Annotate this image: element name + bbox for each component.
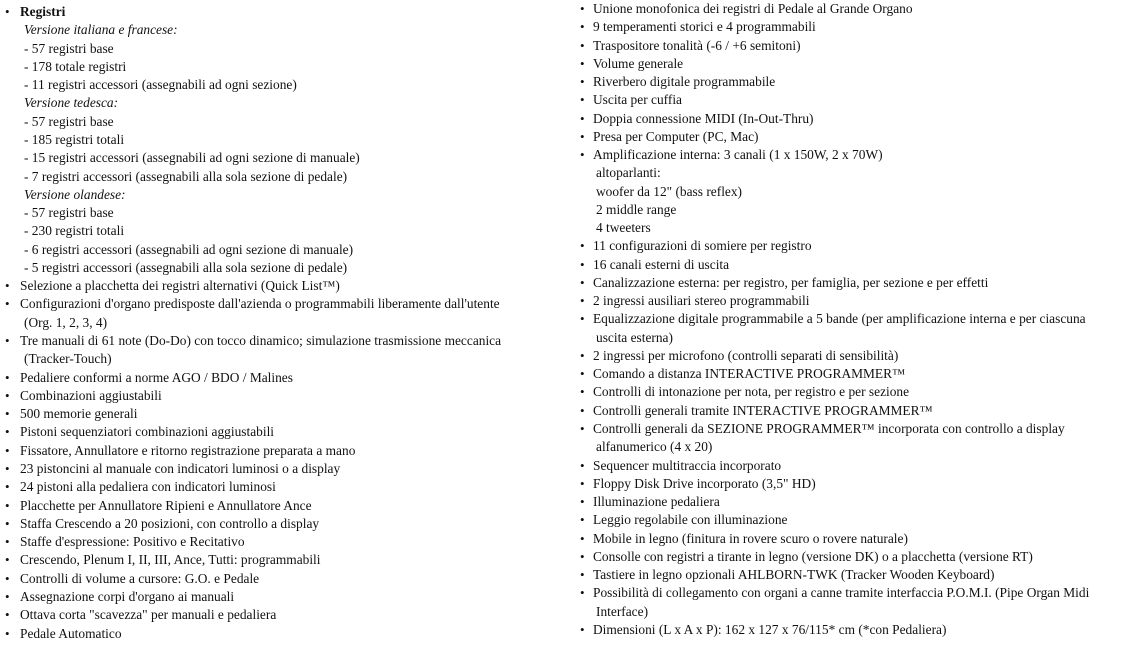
- list-item: [576, 548, 1033, 566]
- list-item: [576, 493, 720, 511]
- item-text: Combinazioni aggiustabili: [20, 387, 162, 403]
- sub-list-item: [0, 58, 126, 76]
- sub-list-item: [576, 201, 676, 219]
- list-item: [576, 310, 1086, 328]
- item-text: Unione monofonica dei registri di Pedale al Grande Organo: [593, 1, 913, 16]
- list-item: [576, 274, 988, 292]
- list-item: [0, 442, 355, 460]
- item-text: Ottava corta "scavezza" per manuali e pedaliera: [20, 607, 277, 623]
- item-text: Pedale Automatico: [20, 625, 122, 641]
- list-item: [0, 478, 276, 496]
- item-text: Placchette per Annullatore Ripieni e Annullatore Ance: [20, 497, 312, 513]
- list-item: [576, 256, 729, 274]
- bullet-icon: •: [580, 347, 585, 363]
- bullet-icon: •: [5, 497, 10, 513]
- list-item: [0, 277, 340, 295]
- item-text: Selezione a placchetta dei registri alternativi (Quick List™): [20, 278, 340, 294]
- bullet-icon: •: [580, 238, 585, 254]
- item-text: - 57 registri base: [24, 113, 114, 129]
- item-text: Versione italiana e francese:: [24, 22, 178, 38]
- bullet-icon: •: [580, 74, 585, 90]
- list-item: [576, 347, 898, 365]
- item-text: Amplificazione interna: 3 canali (1 x 150W, 2 x 70W): [593, 147, 883, 163]
- bullet-icon: •: [5, 424, 10, 440]
- bullet-icon: •: [5, 369, 10, 385]
- sub-list-item: [0, 259, 347, 277]
- item-text: 2 middle range: [596, 201, 677, 217]
- item-text: Dimensioni (L x A x P): 162 x 127 x 76/115* cm (*con Pedaliera): [593, 621, 947, 637]
- bullet-icon: •: [5, 625, 10, 641]
- item-text: Fissatore, Annullatore e ritorno registrazione preparata a mano: [20, 442, 356, 458]
- item-text: - 57 registri base: [24, 205, 114, 221]
- bullet-icon: •: [580, 274, 585, 290]
- item-text: - 57 registri base: [24, 40, 114, 56]
- item-text: Tastiere in legno opzionali AHLBORN-TWK (Tracker Wooden Keyboard): [593, 567, 995, 583]
- sub-list-item: [0, 204, 114, 222]
- bullet-icon: •: [5, 534, 10, 550]
- item-text: Staffe d'espressione: Positivo e Recitativo: [20, 534, 245, 550]
- item-text: altoparlanti:: [596, 165, 661, 181]
- item-text: 11 configurazioni di somiere per registro: [593, 238, 812, 254]
- item-text: - 6 registri accessori (assegnabili ad ogni sezione di manuale): [24, 241, 354, 257]
- list-item: [576, 383, 909, 401]
- list-item-continuation: [576, 329, 673, 347]
- list-item: [0, 387, 162, 405]
- item-text: woofer da 12" (bass reflex): [596, 183, 743, 199]
- bullet-icon: •: [580, 475, 585, 491]
- item-text: Controlli di volume a cursore: G.O. e Pedale: [20, 570, 260, 586]
- sub-list-item: [0, 113, 114, 131]
- bullet-icon: •: [580, 530, 585, 546]
- item-text: - 7 registri accessori (assegnabili alla sola sezione di pedale): [24, 168, 348, 184]
- bullet-icon: •: [5, 406, 10, 422]
- list-item: [0, 588, 234, 606]
- item-text: (Tracker-Touch): [24, 351, 112, 367]
- bullet-icon: •: [580, 548, 585, 564]
- item-text: Controlli generali tramite INTERACTIVE PROGRAMMER™: [593, 402, 933, 418]
- item-text: Possibilità di collegamento con organi a canne tramite interfaccia P.O.M.I. (Pipe Organ Midi: [593, 585, 1090, 601]
- item-text: Traspositore tonalità (-6 / +6 semitoni): [593, 37, 801, 53]
- item-text: Doppia connessione MIDI (In-Out-Thru): [593, 110, 814, 126]
- item-text: Versione tedesca:: [24, 95, 119, 111]
- bullet-icon: •: [580, 19, 585, 35]
- sub-list-item: [576, 183, 742, 201]
- bullet-icon: •: [5, 588, 10, 604]
- list-item: [576, 621, 946, 639]
- item-text: 500 memorie generali: [20, 406, 138, 422]
- bullet-icon: •: [580, 293, 585, 309]
- item-text: 2 ingressi per microfono (controlli separati di sensibilità): [593, 347, 899, 363]
- list-item: [576, 110, 814, 128]
- list-item: [576, 457, 781, 475]
- bullet-icon: •: [580, 384, 585, 400]
- bullet-icon: •: [5, 278, 10, 294]
- bullet-icon: •: [580, 420, 585, 436]
- list-item: [0, 460, 340, 478]
- item-text: 4 tweeters: [596, 220, 651, 236]
- item-text: Uscita per cuffia: [593, 92, 682, 108]
- list-item: [0, 295, 500, 313]
- item-text: - 11 registri accessori (assegnabili ad ogni sezione): [24, 77, 297, 93]
- item-text: Assegnazione corpi d'organo ai manuali: [20, 588, 235, 604]
- list-item: [576, 511, 787, 529]
- bullet-icon: •: [5, 479, 10, 495]
- bullet-icon: •: [580, 567, 585, 583]
- item-text: Riverbero digitale programmabile: [593, 74, 776, 90]
- item-text: Consolle con registri a tirante in legno (versione DK) o a placchetta (versione RT): [593, 548, 1033, 564]
- list-item: [576, 365, 905, 383]
- bullet-icon: •: [5, 607, 10, 623]
- item-text: Tre manuali di 61 note (Do-Do) con tocco dinamico; simulazione trasmissione meccanica: [20, 333, 502, 349]
- list-item: [0, 423, 274, 441]
- sub-list-item: [0, 168, 347, 186]
- list-item: [576, 237, 812, 255]
- item-text: 9 temperamenti storici e 4 programmabili: [593, 19, 816, 35]
- item-text: alfanumerico (4 x 20): [596, 439, 713, 455]
- bullet-icon: •: [5, 333, 10, 349]
- bullet-icon: •: [5, 4, 10, 19]
- item-text: Versione olandese:: [24, 186, 126, 202]
- item-text: Configurazioni d'organo predisposte dall'azienda o programmabili liberamente dall'utente: [20, 296, 500, 312]
- list-item: [0, 606, 276, 624]
- list-item: [576, 18, 816, 36]
- item-text: Pedaliere conformi a norme AGO / BDO / Malines: [20, 369, 293, 385]
- list-item: [0, 515, 319, 533]
- list-item: [576, 292, 809, 310]
- list-item: [576, 128, 759, 146]
- item-text: Controlli generali da SEZIONE PROGRAMMER™ incorporata con controllo a display: [593, 420, 1065, 436]
- bullet-icon: •: [580, 37, 585, 53]
- item-text: Sequencer multitraccia incorporato: [593, 457, 782, 473]
- item-text: Presa per Computer (PC, Mac): [593, 128, 759, 144]
- item-text: uscita esterna): [596, 329, 673, 345]
- list-item: [0, 551, 321, 569]
- list-item: [576, 91, 682, 109]
- item-text: Leggio regolabile con illuminazione: [593, 512, 788, 528]
- list-item: [576, 584, 1089, 602]
- item-text: Staffa Crescendo a 20 posizioni, con controllo a display: [20, 515, 320, 531]
- bullet-icon: •: [5, 552, 10, 568]
- bullet-icon: •: [580, 92, 585, 108]
- item-text: Controlli di intonazione per nota, per registro e per sezione: [593, 384, 910, 400]
- version-heading: [0, 21, 178, 39]
- bullet-icon: •: [5, 461, 10, 476]
- bullet-icon: •: [5, 442, 10, 458]
- item-text: Interface): [596, 603, 649, 619]
- list-item: [0, 405, 138, 423]
- sub-list-item: [576, 219, 651, 237]
- list-item: [576, 566, 994, 584]
- item-text: 16 canali esterni di uscita: [593, 256, 730, 272]
- item-text: Volume generale: [593, 55, 684, 71]
- list-item: [576, 55, 683, 73]
- item-text: - 15 registri accessori (assegnabili ad ogni sezione di manuale): [24, 150, 360, 166]
- sub-list-item: [0, 40, 114, 58]
- bullet-icon: •: [580, 512, 585, 528]
- bullet-icon: •: [580, 1, 585, 16]
- sub-list-item: [0, 131, 124, 149]
- item-text: Pistoni sequenziatori combinazioni aggiustabili: [20, 424, 275, 440]
- list-item: [576, 146, 883, 164]
- list-item: [0, 570, 259, 588]
- item-text: - 230 registri totali: [24, 223, 125, 239]
- list-item: [0, 497, 312, 515]
- bullet-icon: •: [580, 256, 585, 272]
- list-item: [0, 533, 245, 551]
- version-heading: [0, 186, 126, 204]
- list-item-continuation: [0, 350, 112, 368]
- bullet-icon: •: [5, 515, 10, 531]
- sub-list-item: [0, 76, 297, 94]
- bullet-icon: •: [5, 570, 10, 586]
- item-text: Illuminazione pedaliera: [593, 494, 720, 510]
- item-text: Comando a distanza INTERACTIVE PROGRAMMER™: [593, 366, 906, 382]
- bullet-icon: •: [580, 494, 585, 510]
- list-item: [576, 37, 801, 55]
- bullet-icon: •: [580, 147, 585, 163]
- bullet-icon: •: [580, 585, 585, 601]
- bullet-icon: •: [580, 457, 585, 473]
- list-item: [576, 530, 908, 548]
- list-item: [576, 73, 775, 91]
- item-text: Floppy Disk Drive incorporato (3,5" HD): [593, 475, 816, 491]
- item-text: - 185 registri totali: [24, 131, 125, 147]
- item-text: Canalizzazione esterna: per registro, per famiglia, per sezione e per effetti: [593, 274, 989, 290]
- bullet-icon: •: [580, 366, 585, 382]
- list-item: [0, 332, 501, 350]
- item-text: Crescendo, Plenum I, II, III, Ance, Tutti: programmabili: [20, 552, 321, 568]
- sub-list-item: [0, 241, 353, 259]
- bullet-icon: •: [580, 55, 585, 71]
- item-text: 24 pistoni alla pedaliera con indicatori luminosi: [20, 479, 276, 495]
- item-text: - 5 registri accessori (assegnabili alla sola sezione di pedale): [24, 259, 348, 275]
- item-text: Mobile in legno (finitura in rovere scuro o rovere naturale): [593, 530, 908, 546]
- item-text: Registri: [20, 4, 66, 19]
- item-text: 23 pistoncini al manuale con indicatori luminosi o a display: [20, 461, 341, 476]
- list-item-continuation: [576, 603, 648, 621]
- list-item: [576, 420, 1065, 438]
- list-item: [576, 0, 913, 18]
- bullet-icon: •: [580, 128, 585, 144]
- sub-list-item: [0, 222, 124, 240]
- bullet-icon: •: [5, 387, 10, 403]
- item-text: (Org. 1, 2, 3, 4): [24, 314, 108, 330]
- list-item: [0, 369, 293, 387]
- list-item-continuation: [576, 438, 712, 456]
- list-item: [576, 402, 933, 420]
- item-text: 2 ingressi ausiliari stereo programmabili: [593, 293, 810, 309]
- list-item: [0, 3, 65, 21]
- bullet-icon: •: [580, 621, 585, 637]
- sub-list-item: [576, 164, 661, 182]
- bullet-icon: •: [580, 402, 585, 418]
- bullet-icon: •: [5, 296, 10, 312]
- list-item-continuation: [0, 314, 107, 332]
- bullet-icon: •: [580, 110, 585, 126]
- bullet-icon: •: [580, 311, 585, 327]
- list-item: [0, 625, 122, 643]
- list-item: [576, 475, 816, 493]
- version-heading: [0, 94, 118, 112]
- item-text: - 178 totale registri: [24, 58, 127, 74]
- item-text: Equalizzazione digitale programmabile a 5 bande (per amplificazione interna e per ciascuna: [593, 311, 1086, 327]
- sub-list-item: [0, 149, 360, 167]
